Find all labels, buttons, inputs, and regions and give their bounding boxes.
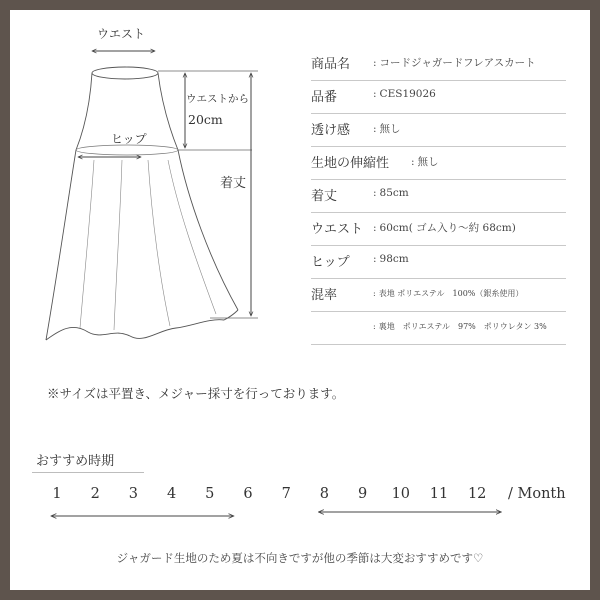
skirt-flare xyxy=(46,150,238,340)
month-12: 12 xyxy=(467,486,487,502)
month-8: 8 xyxy=(319,486,329,502)
spec-value: : コードジャガードフレアスカート xyxy=(373,57,536,69)
waist-label: ウエスト xyxy=(97,27,146,41)
from-waist-value: 20cm xyxy=(188,112,223,127)
month-4: 4 xyxy=(166,486,177,502)
spec-value-text: 無し xyxy=(417,156,439,168)
month-10: 10 xyxy=(391,486,411,502)
from-waist-label: ウエストから xyxy=(186,93,249,105)
spec-value-text: 60cm( ゴム入り〜約 68cm) xyxy=(379,222,516,234)
month-11: 11 xyxy=(429,486,449,502)
season-title-underline xyxy=(32,472,144,473)
season-note: ジャガード生地のため夏は不向きですが他の季節は大変おすすめです♡ xyxy=(116,551,484,565)
spec-value: : 98cm xyxy=(373,253,409,265)
month-1: 1 xyxy=(52,486,62,502)
month-2: 2 xyxy=(90,486,100,502)
spec-value-text: CES19026 xyxy=(379,88,436,100)
spec-label: 品番 xyxy=(311,90,338,105)
spec-value-text: 無し xyxy=(379,123,401,135)
skirt-hip-line xyxy=(76,145,178,155)
spec-row-waist xyxy=(311,213,566,246)
spec-row-stretch xyxy=(311,147,566,180)
spec-label: 透け感 xyxy=(311,123,351,138)
spec-row-sheerness xyxy=(311,114,566,147)
spec-value: : 裏地 ポリエステル 97% ポリウレタン 3% xyxy=(373,322,547,331)
spec-value: : CES19026 xyxy=(373,88,436,100)
spec-label: ウエスト xyxy=(311,222,364,237)
spec-value-text: コードジャガードフレアスカート xyxy=(379,57,536,69)
skirt-hem xyxy=(46,310,238,340)
spec-label: 生地の伸縮性 xyxy=(311,156,390,171)
spec-value: : 85cm xyxy=(373,187,409,199)
spec-label: ヒップ xyxy=(311,255,350,270)
size-chart-card xyxy=(10,10,590,590)
spec-value: : 60cm( ゴム入り〜約 68cm) xyxy=(373,222,516,234)
spec-value-text: 85cm xyxy=(379,187,409,199)
spec-row-composition-outer xyxy=(311,279,566,312)
spec-row-product-code xyxy=(311,81,566,114)
skirt-folds xyxy=(80,160,216,330)
skirt-diagram xyxy=(10,10,310,380)
measurement-note: ※サイズは平置き、メジャー採寸を行っております。 xyxy=(47,386,345,401)
spec-row-hip xyxy=(311,246,566,279)
month-7: 7 xyxy=(281,486,291,502)
spec-table xyxy=(311,48,566,345)
spec-value: : 表地 ポリエステル 100%（銀糸使用） xyxy=(373,289,524,298)
spec-value: : 無し xyxy=(411,156,439,168)
month-6: 6 xyxy=(243,486,253,502)
month-3: 3 xyxy=(128,486,138,502)
season-title: おすすめ時期 xyxy=(36,454,115,469)
spec-value-text: 表地 ポリエステル 100%（銀糸使用） xyxy=(378,289,524,298)
spec-row-composition-lining xyxy=(311,312,566,345)
month-5: 5 xyxy=(205,486,215,502)
spec-value-text: 98cm xyxy=(379,253,409,265)
skirt-waistband xyxy=(92,67,158,79)
spec-row-length xyxy=(311,180,566,213)
season-range-arrows xyxy=(10,507,590,531)
spec-value: : 無し xyxy=(373,123,401,135)
spec-label: 着丈 xyxy=(311,189,338,204)
length-label: 着丈 xyxy=(220,176,247,191)
hip-label: ヒップ xyxy=(111,132,147,146)
spec-value-text: 裏地 ポリエステル 97% ポリウレタン 3% xyxy=(378,322,547,331)
month-unit-label: / Month xyxy=(508,486,566,502)
spec-label: 混率 xyxy=(311,288,338,303)
spec-row-name xyxy=(311,48,566,81)
spec-label: 商品名 xyxy=(311,57,351,72)
month-9: 9 xyxy=(357,486,368,502)
